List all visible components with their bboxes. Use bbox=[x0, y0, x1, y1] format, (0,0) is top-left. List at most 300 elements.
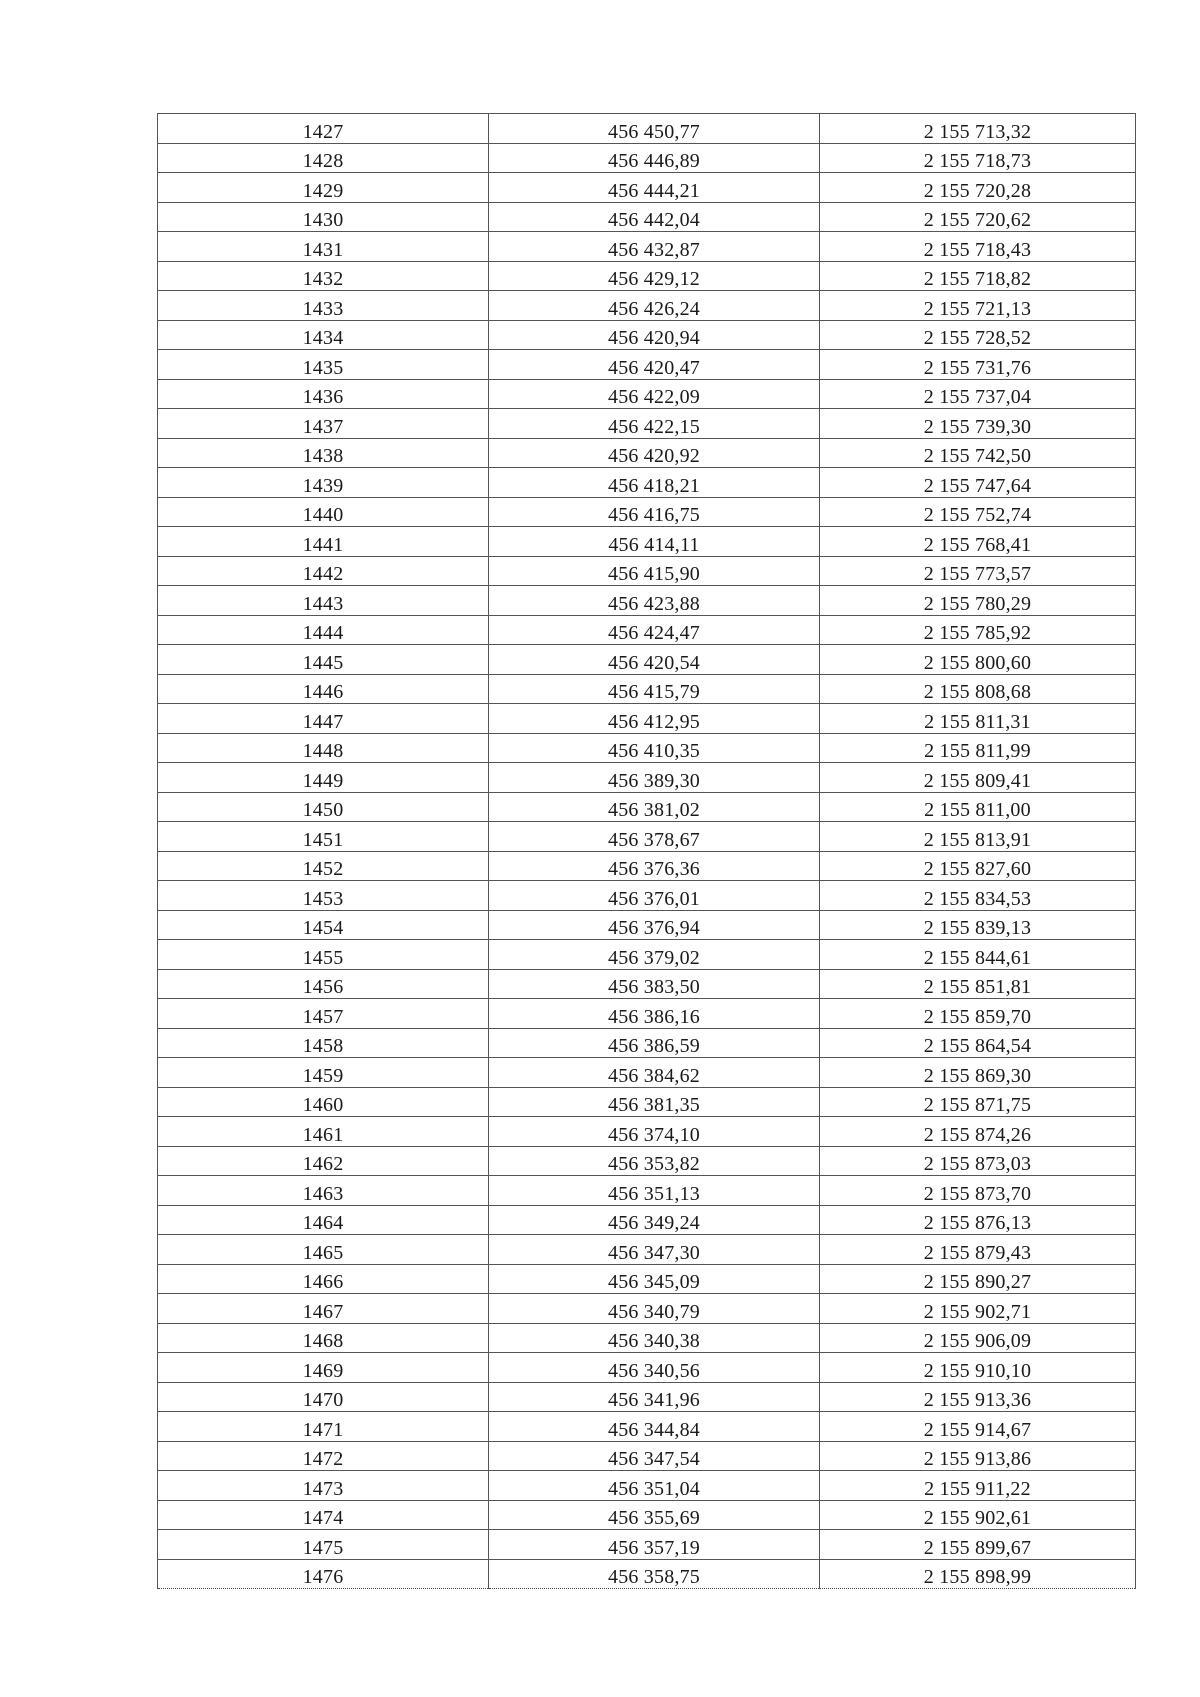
table-row bbox=[158, 910, 1136, 940]
point-number-text: 1464 bbox=[302, 1212, 344, 1234]
y-coordinate-cell bbox=[820, 202, 1136, 232]
x-coordinate-cell bbox=[489, 851, 820, 881]
x-coordinate-text: 456 420,92 bbox=[608, 445, 700, 467]
point-number-cell bbox=[158, 143, 489, 173]
y-coordinate-cell bbox=[820, 1087, 1136, 1117]
table-row bbox=[158, 615, 1136, 645]
x-coordinate-text: 456 383,50 bbox=[608, 976, 700, 998]
y-coordinate-text: 2 155 811,99 bbox=[924, 740, 1031, 762]
point-number-cell bbox=[158, 763, 489, 793]
x-coordinate-cell bbox=[489, 1058, 820, 1088]
table-row bbox=[158, 1441, 1136, 1471]
x-coordinate-text: 456 345,09 bbox=[608, 1271, 700, 1293]
point-number-cell bbox=[158, 1176, 489, 1206]
x-coordinate-text: 456 347,30 bbox=[608, 1241, 700, 1264]
point-number-cell bbox=[158, 1441, 489, 1471]
point-number-text: 1462 bbox=[302, 1153, 344, 1175]
point-number-text: 1433 bbox=[302, 297, 344, 320]
y-coordinate-cell bbox=[820, 1382, 1136, 1412]
point-number-text: 1431 bbox=[302, 238, 344, 261]
point-number-cell bbox=[158, 1559, 489, 1589]
x-coordinate-text: 456 378,67 bbox=[608, 828, 700, 851]
point-number-cell bbox=[158, 704, 489, 734]
x-coordinate-text: 456 357,19 bbox=[608, 1536, 700, 1559]
x-coordinate-text: 456 424,47 bbox=[608, 622, 700, 644]
y-coordinate-cell bbox=[820, 468, 1136, 498]
y-coordinate-text: 2 155 808,68 bbox=[923, 681, 1032, 703]
point-number-text: 1448 bbox=[302, 740, 344, 762]
y-coordinate-cell bbox=[820, 320, 1136, 350]
point-number-text: 1469 bbox=[302, 1359, 344, 1382]
x-coordinate-cell bbox=[489, 1176, 820, 1206]
table-row bbox=[158, 232, 1136, 262]
table-row bbox=[158, 1412, 1136, 1442]
table-row bbox=[158, 1500, 1136, 1530]
y-coordinate-text: 2 155 720,28 bbox=[923, 179, 1032, 202]
point-number-cell bbox=[158, 822, 489, 852]
x-coordinate-text: 456 353,82 bbox=[608, 1153, 700, 1175]
table-row bbox=[158, 1530, 1136, 1560]
x-coordinate-text: 456 412,95 bbox=[608, 710, 700, 733]
x-coordinate-cell bbox=[489, 1530, 820, 1560]
y-coordinate-text: 2 155 890,27 bbox=[923, 1271, 1032, 1293]
x-coordinate-text: 456 340,56 bbox=[608, 1359, 700, 1382]
x-coordinate-text: 456 422,09 bbox=[608, 386, 700, 408]
table-row bbox=[158, 969, 1136, 999]
point-number-cell bbox=[158, 1530, 489, 1560]
x-coordinate-cell bbox=[489, 261, 820, 291]
point-number-cell bbox=[158, 733, 489, 763]
point-number-text: 1458 bbox=[302, 1035, 344, 1057]
point-number-cell bbox=[158, 1087, 489, 1117]
table-row bbox=[158, 1264, 1136, 1294]
x-coordinate-text: 456 351,04 bbox=[608, 1477, 700, 1500]
point-number-text: 1467 bbox=[302, 1300, 344, 1323]
y-coordinate-cell bbox=[820, 527, 1136, 557]
x-coordinate-cell bbox=[489, 114, 820, 144]
y-coordinate-text: 2 155 800,60 bbox=[923, 651, 1032, 674]
point-number-text: 1429 bbox=[302, 179, 344, 202]
y-coordinate-text: 2 155 731,76 bbox=[923, 356, 1032, 379]
point-number-text: 1440 bbox=[302, 504, 344, 526]
point-number-cell bbox=[158, 320, 489, 350]
point-number-text: 1455 bbox=[302, 946, 344, 969]
y-coordinate-text: 2 155 785,92 bbox=[923, 622, 1032, 644]
point-number-cell bbox=[158, 1058, 489, 1088]
y-coordinate-cell bbox=[820, 1205, 1136, 1235]
x-coordinate-cell bbox=[489, 674, 820, 704]
y-coordinate-text: 2 155 713,32 bbox=[923, 120, 1032, 143]
x-coordinate-cell bbox=[489, 792, 820, 822]
table-row bbox=[158, 202, 1136, 232]
point-number-text: 1439 bbox=[302, 474, 344, 497]
point-number-cell bbox=[158, 527, 489, 557]
x-coordinate-text: 456 444,21 bbox=[608, 179, 700, 202]
point-number-cell bbox=[158, 586, 489, 616]
y-coordinate-cell bbox=[820, 792, 1136, 822]
table-row bbox=[158, 143, 1136, 173]
y-coordinate-text: 2 155 873,03 bbox=[923, 1153, 1032, 1175]
point-number-cell bbox=[158, 910, 489, 940]
y-coordinate-text: 2 155 873,70 bbox=[923, 1182, 1032, 1205]
point-number-cell bbox=[158, 202, 489, 232]
x-coordinate-cell bbox=[489, 497, 820, 527]
y-coordinate-text: 2 155 718,73 bbox=[923, 150, 1032, 172]
point-number-cell bbox=[158, 881, 489, 911]
y-coordinate-text: 2 155 718,43 bbox=[923, 238, 1032, 261]
table-row bbox=[158, 733, 1136, 763]
y-coordinate-cell bbox=[820, 1058, 1136, 1088]
y-coordinate-text: 2 155 728,52 bbox=[923, 327, 1032, 349]
table-row bbox=[158, 1058, 1136, 1088]
point-number-cell bbox=[158, 1205, 489, 1235]
x-coordinate-text: 456 344,84 bbox=[608, 1418, 700, 1441]
coordinates-table-body bbox=[158, 114, 1136, 1589]
point-number-cell bbox=[158, 114, 489, 144]
x-coordinate-text: 456 429,12 bbox=[608, 268, 700, 290]
point-number-cell bbox=[158, 1146, 489, 1176]
point-number-text: 1444 bbox=[302, 622, 344, 644]
table-row bbox=[158, 556, 1136, 586]
table-row bbox=[158, 792, 1136, 822]
point-number-text: 1428 bbox=[302, 150, 344, 172]
y-coordinate-cell bbox=[820, 1264, 1136, 1294]
x-coordinate-text: 456 389,30 bbox=[608, 769, 700, 792]
x-coordinate-text: 456 418,21 bbox=[608, 474, 700, 497]
table-row bbox=[158, 704, 1136, 734]
y-coordinate-text: 2 155 720,62 bbox=[923, 209, 1032, 231]
point-number-cell bbox=[158, 1117, 489, 1147]
table-row bbox=[158, 114, 1136, 144]
table-row bbox=[158, 173, 1136, 203]
y-coordinate-text: 2 155 864,54 bbox=[923, 1035, 1032, 1057]
y-coordinate-text: 2 155 844,61 bbox=[923, 946, 1032, 969]
point-number-cell bbox=[158, 1471, 489, 1501]
y-coordinate-cell bbox=[820, 556, 1136, 586]
y-coordinate-cell bbox=[820, 1323, 1136, 1353]
point-number-text: 1442 bbox=[302, 563, 344, 585]
x-coordinate-cell bbox=[489, 320, 820, 350]
y-coordinate-text: 2 155 811,31 bbox=[924, 710, 1031, 733]
x-coordinate-text: 456 422,15 bbox=[608, 415, 700, 438]
y-coordinate-cell bbox=[820, 822, 1136, 852]
point-number-text: 1445 bbox=[302, 651, 344, 674]
x-coordinate-cell bbox=[489, 586, 820, 616]
y-coordinate-cell bbox=[820, 291, 1136, 321]
point-number-text: 1453 bbox=[302, 887, 344, 910]
x-coordinate-text: 456 376,01 bbox=[608, 887, 700, 910]
table-row bbox=[158, 1294, 1136, 1324]
y-coordinate-text: 2 155 902,61 bbox=[923, 1507, 1032, 1529]
y-coordinate-text: 2 155 834,53 bbox=[923, 887, 1032, 910]
point-number-text: 1436 bbox=[302, 386, 344, 408]
x-coordinate-cell bbox=[489, 1028, 820, 1058]
table-row bbox=[158, 1205, 1136, 1235]
x-coordinate-cell bbox=[489, 202, 820, 232]
y-coordinate-text: 2 155 899,67 bbox=[923, 1536, 1032, 1559]
table-row bbox=[158, 674, 1136, 704]
x-coordinate-cell bbox=[489, 969, 820, 999]
x-coordinate-text: 456 423,88 bbox=[608, 592, 700, 615]
table-row bbox=[158, 468, 1136, 498]
table-row bbox=[158, 1323, 1136, 1353]
point-number-text: 1452 bbox=[302, 858, 344, 880]
point-number-cell bbox=[158, 615, 489, 645]
y-coordinate-text: 2 155 752,74 bbox=[923, 504, 1032, 526]
x-coordinate-text: 456 410,35 bbox=[608, 740, 700, 762]
x-coordinate-cell bbox=[489, 1264, 820, 1294]
point-number-text: 1449 bbox=[302, 769, 344, 792]
x-coordinate-text: 456 386,59 bbox=[608, 1035, 700, 1057]
point-number-cell bbox=[158, 940, 489, 970]
point-number-cell bbox=[158, 1412, 489, 1442]
point-number-cell bbox=[158, 969, 489, 999]
point-number-cell bbox=[158, 999, 489, 1029]
y-coordinate-cell bbox=[820, 350, 1136, 380]
point-number-text: 1473 bbox=[302, 1477, 344, 1500]
point-number-cell bbox=[158, 1028, 489, 1058]
x-coordinate-cell bbox=[489, 1323, 820, 1353]
point-number-text: 1465 bbox=[302, 1241, 344, 1264]
x-coordinate-text: 456 355,69 bbox=[608, 1507, 700, 1529]
point-number-text: 1441 bbox=[302, 533, 344, 556]
point-number-cell bbox=[158, 851, 489, 881]
point-number-text: 1468 bbox=[302, 1330, 344, 1352]
point-number-cell bbox=[158, 1353, 489, 1383]
x-coordinate-cell bbox=[489, 1441, 820, 1471]
y-coordinate-cell bbox=[820, 409, 1136, 439]
point-number-text: 1459 bbox=[302, 1064, 344, 1087]
y-coordinate-cell bbox=[820, 438, 1136, 468]
x-coordinate-cell bbox=[489, 379, 820, 409]
point-number-cell bbox=[158, 645, 489, 675]
x-coordinate-cell bbox=[489, 645, 820, 675]
x-coordinate-cell bbox=[489, 822, 820, 852]
point-number-text: 1435 bbox=[302, 356, 344, 379]
y-coordinate-text: 2 155 811,00 bbox=[924, 799, 1031, 821]
y-coordinate-text: 2 155 902,71 bbox=[923, 1300, 1032, 1323]
y-coordinate-cell bbox=[820, 645, 1136, 675]
x-coordinate-cell bbox=[489, 409, 820, 439]
y-coordinate-cell bbox=[820, 1441, 1136, 1471]
y-coordinate-cell bbox=[820, 674, 1136, 704]
x-coordinate-text: 456 379,02 bbox=[608, 946, 700, 969]
point-number-cell bbox=[158, 379, 489, 409]
x-coordinate-cell bbox=[489, 1471, 820, 1501]
point-number-text: 1471 bbox=[302, 1418, 344, 1441]
y-coordinate-text: 2 155 879,43 bbox=[923, 1241, 1032, 1264]
x-coordinate-text: 456 384,62 bbox=[608, 1064, 700, 1087]
point-number-cell bbox=[158, 674, 489, 704]
y-coordinate-text: 2 155 914,67 bbox=[923, 1418, 1032, 1441]
point-number-cell bbox=[158, 350, 489, 380]
x-coordinate-cell bbox=[489, 291, 820, 321]
point-number-text: 1450 bbox=[302, 799, 344, 821]
y-coordinate-cell bbox=[820, 1028, 1136, 1058]
table-row bbox=[158, 1028, 1136, 1058]
y-coordinate-text: 2 155 773,57 bbox=[923, 563, 1032, 585]
x-coordinate-text: 456 381,35 bbox=[608, 1094, 700, 1116]
x-coordinate-text: 456 340,79 bbox=[608, 1300, 700, 1323]
point-number-cell bbox=[158, 1500, 489, 1530]
point-number-text: 1457 bbox=[302, 1005, 344, 1028]
x-coordinate-cell bbox=[489, 999, 820, 1029]
table-row bbox=[158, 1176, 1136, 1206]
point-number-cell bbox=[158, 438, 489, 468]
point-number-text: 1438 bbox=[302, 445, 344, 467]
y-coordinate-cell bbox=[820, 910, 1136, 940]
y-coordinate-cell bbox=[820, 143, 1136, 173]
y-coordinate-text: 2 155 718,82 bbox=[923, 268, 1032, 290]
x-coordinate-cell bbox=[489, 733, 820, 763]
x-coordinate-text: 456 386,16 bbox=[608, 1005, 700, 1028]
x-coordinate-cell bbox=[489, 1087, 820, 1117]
x-coordinate-text: 456 374,10 bbox=[608, 1123, 700, 1146]
table-row bbox=[158, 497, 1136, 527]
x-coordinate-cell bbox=[489, 1353, 820, 1383]
x-coordinate-text: 456 414,11 bbox=[608, 533, 700, 556]
x-coordinate-cell bbox=[489, 1294, 820, 1324]
point-number-cell bbox=[158, 1323, 489, 1353]
y-coordinate-text: 2 155 871,75 bbox=[923, 1094, 1032, 1116]
y-coordinate-cell bbox=[820, 881, 1136, 911]
point-number-text: 1474 bbox=[302, 1507, 344, 1529]
y-coordinate-text: 2 155 869,30 bbox=[923, 1064, 1032, 1087]
point-number-cell bbox=[158, 291, 489, 321]
y-coordinate-text: 2 155 737,04 bbox=[923, 386, 1032, 408]
x-coordinate-cell bbox=[489, 1500, 820, 1530]
y-coordinate-cell bbox=[820, 379, 1136, 409]
y-coordinate-text: 2 155 768,41 bbox=[923, 533, 1032, 556]
x-coordinate-text: 456 340,38 bbox=[608, 1330, 700, 1352]
y-coordinate-cell bbox=[820, 114, 1136, 144]
table-row bbox=[158, 1471, 1136, 1501]
y-coordinate-text: 2 155 721,13 bbox=[923, 297, 1032, 320]
y-coordinate-text: 2 155 898,99 bbox=[923, 1566, 1032, 1588]
y-coordinate-cell bbox=[820, 1235, 1136, 1265]
point-number-text: 1454 bbox=[302, 917, 344, 939]
table-row bbox=[158, 261, 1136, 291]
table-row bbox=[158, 1087, 1136, 1117]
x-coordinate-text: 456 381,02 bbox=[608, 799, 700, 821]
point-number-cell bbox=[158, 1235, 489, 1265]
x-coordinate-text: 456 446,89 bbox=[608, 150, 700, 172]
y-coordinate-cell bbox=[820, 261, 1136, 291]
x-coordinate-cell bbox=[489, 468, 820, 498]
point-number-cell bbox=[158, 792, 489, 822]
x-coordinate-cell bbox=[489, 350, 820, 380]
table-row bbox=[158, 1146, 1136, 1176]
x-coordinate-text: 456 442,04 bbox=[608, 209, 700, 231]
x-coordinate-text: 456 420,94 bbox=[608, 327, 700, 349]
table-row bbox=[158, 350, 1136, 380]
table-row bbox=[158, 1559, 1136, 1589]
y-coordinate-cell bbox=[820, 173, 1136, 203]
y-coordinate-cell bbox=[820, 1117, 1136, 1147]
y-coordinate-cell bbox=[820, 1471, 1136, 1501]
point-number-cell bbox=[158, 261, 489, 291]
x-coordinate-cell bbox=[489, 143, 820, 173]
point-number-cell bbox=[158, 1264, 489, 1294]
x-coordinate-cell bbox=[489, 173, 820, 203]
y-coordinate-cell bbox=[820, 1176, 1136, 1206]
table-row bbox=[158, 320, 1136, 350]
y-coordinate-cell bbox=[820, 851, 1136, 881]
point-number-cell bbox=[158, 1382, 489, 1412]
x-coordinate-text: 456 450,77 bbox=[608, 120, 700, 143]
table-row bbox=[158, 940, 1136, 970]
y-coordinate-text: 2 155 747,64 bbox=[923, 474, 1032, 497]
point-number-text: 1466 bbox=[302, 1271, 344, 1293]
point-number-cell bbox=[158, 497, 489, 527]
y-coordinate-text: 2 155 913,36 bbox=[923, 1389, 1032, 1411]
x-coordinate-text: 456 376,36 bbox=[608, 858, 700, 880]
x-coordinate-cell bbox=[489, 763, 820, 793]
x-coordinate-cell bbox=[489, 1559, 820, 1589]
y-coordinate-cell bbox=[820, 1530, 1136, 1560]
point-number-cell bbox=[158, 556, 489, 586]
point-number-text: 1461 bbox=[302, 1123, 344, 1146]
x-coordinate-cell bbox=[489, 1412, 820, 1442]
y-coordinate-text: 2 155 913,86 bbox=[923, 1448, 1032, 1470]
y-coordinate-cell bbox=[820, 232, 1136, 262]
table-row bbox=[158, 527, 1136, 557]
y-coordinate-cell bbox=[820, 1559, 1136, 1589]
coordinates-table bbox=[157, 113, 1136, 1589]
point-number-text: 1451 bbox=[302, 828, 344, 851]
point-number-text: 1463 bbox=[302, 1182, 344, 1205]
x-coordinate-text: 456 415,79 bbox=[608, 681, 700, 703]
y-coordinate-text: 2 155 780,29 bbox=[923, 592, 1032, 615]
y-coordinate-cell bbox=[820, 1294, 1136, 1324]
table-row bbox=[158, 999, 1136, 1029]
y-coordinate-text: 2 155 910,10 bbox=[923, 1359, 1032, 1382]
x-coordinate-text: 456 351,13 bbox=[608, 1182, 700, 1205]
point-number-text: 1456 bbox=[302, 976, 344, 998]
point-number-text: 1476 bbox=[302, 1566, 344, 1588]
x-coordinate-cell bbox=[489, 527, 820, 557]
x-coordinate-cell bbox=[489, 1235, 820, 1265]
y-coordinate-text: 2 155 911,22 bbox=[924, 1477, 1031, 1500]
table-row bbox=[158, 1235, 1136, 1265]
table-row bbox=[158, 586, 1136, 616]
y-coordinate-cell bbox=[820, 763, 1136, 793]
table-row bbox=[158, 379, 1136, 409]
y-coordinate-text: 2 155 827,60 bbox=[923, 858, 1032, 880]
point-number-text: 1443 bbox=[302, 592, 344, 615]
x-coordinate-text: 456 420,47 bbox=[608, 356, 700, 379]
table-row bbox=[158, 438, 1136, 468]
y-coordinate-text: 2 155 739,30 bbox=[923, 415, 1032, 438]
x-coordinate-cell bbox=[489, 910, 820, 940]
x-coordinate-text: 456 426,24 bbox=[608, 297, 700, 320]
y-coordinate-text: 2 155 906,09 bbox=[923, 1330, 1032, 1352]
x-coordinate-text: 456 420,54 bbox=[608, 651, 700, 674]
table-row bbox=[158, 822, 1136, 852]
x-coordinate-cell bbox=[489, 1205, 820, 1235]
table-row bbox=[158, 645, 1136, 675]
point-number-text: 1432 bbox=[302, 268, 344, 290]
table-row bbox=[158, 1353, 1136, 1383]
point-number-cell bbox=[158, 232, 489, 262]
y-coordinate-cell bbox=[820, 1146, 1136, 1176]
y-coordinate-text: 2 155 839,13 bbox=[923, 917, 1032, 939]
x-coordinate-cell bbox=[489, 940, 820, 970]
table-row bbox=[158, 291, 1136, 321]
y-coordinate-cell bbox=[820, 1353, 1136, 1383]
point-number-text: 1472 bbox=[302, 1448, 344, 1470]
x-coordinate-cell bbox=[489, 232, 820, 262]
